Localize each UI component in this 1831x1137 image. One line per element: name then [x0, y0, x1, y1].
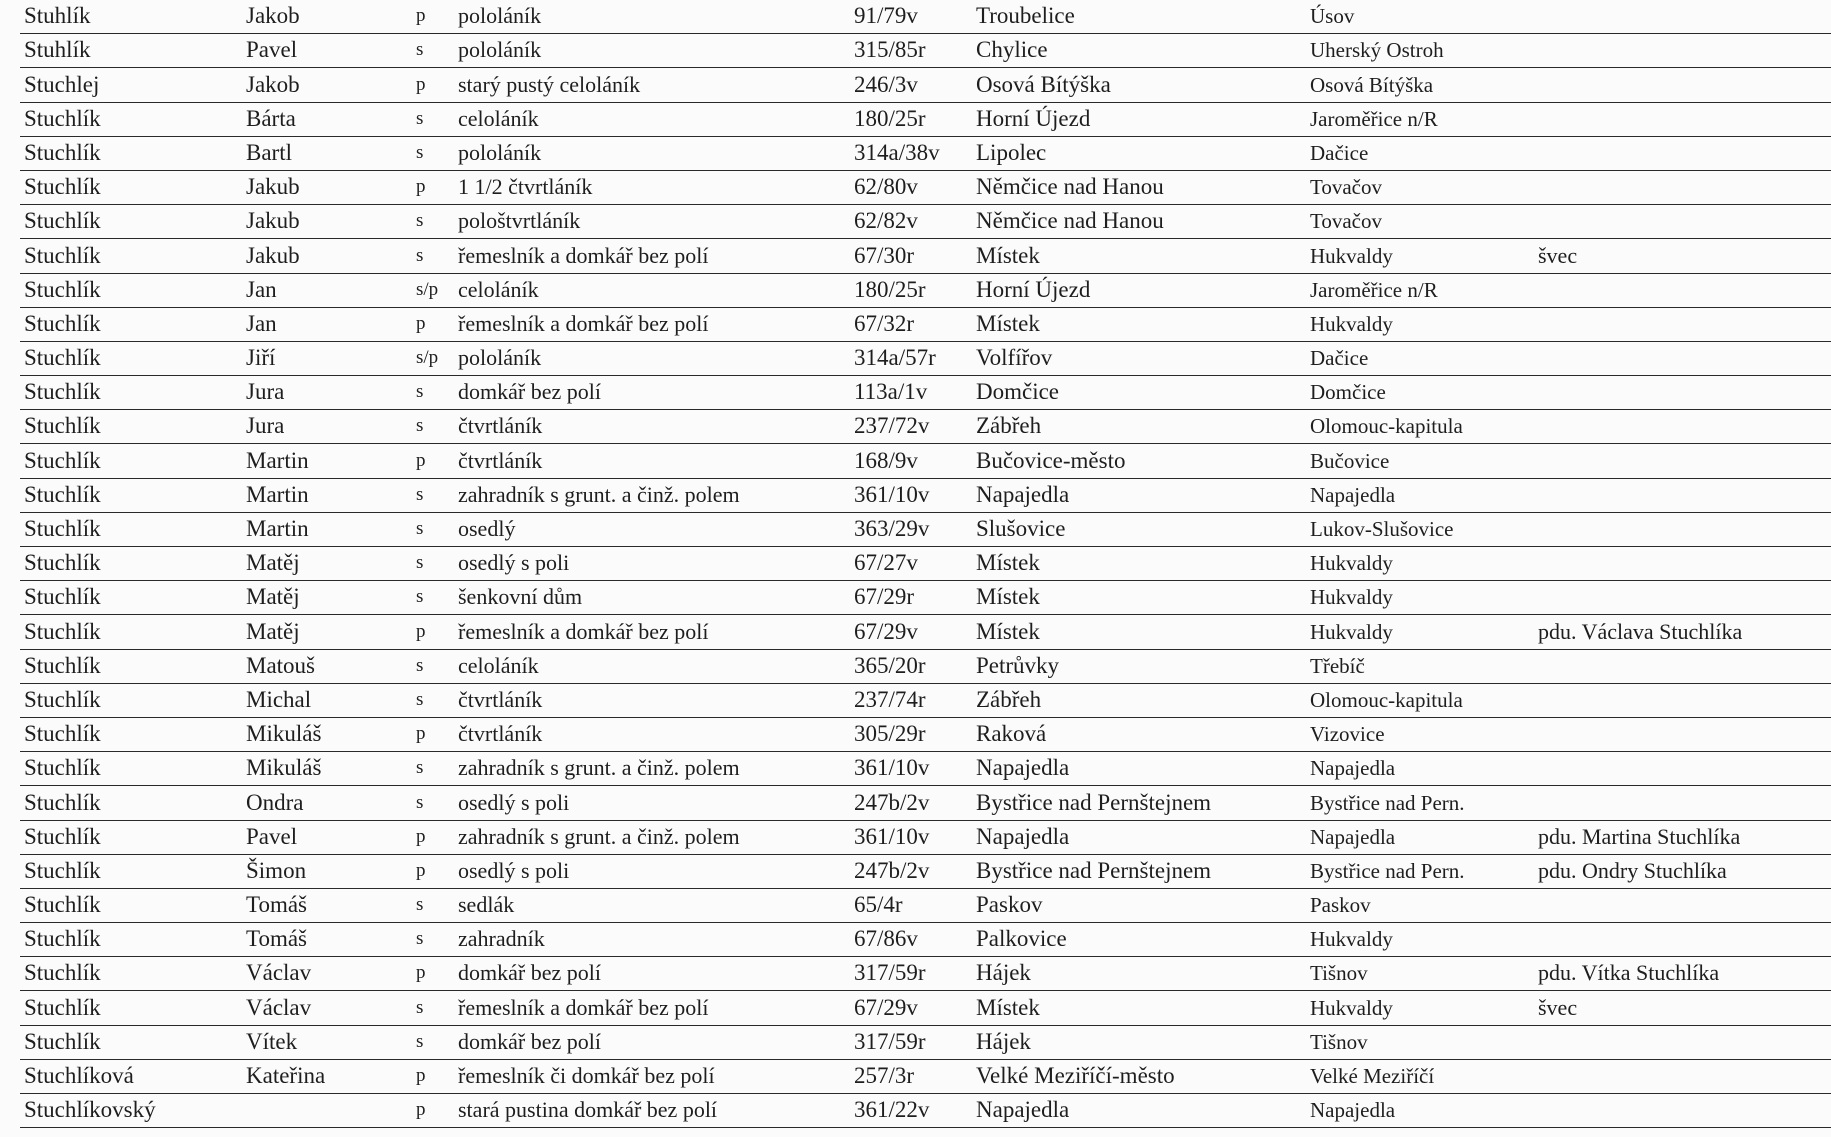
- table-row: [20, 513, 1831, 547]
- surname-cell: Stuchlík: [24, 823, 101, 849]
- table-row: [20, 444, 1831, 478]
- reference-cell: 314a/57r: [854, 345, 936, 371]
- reference-cell: 67/29r: [854, 584, 915, 610]
- role-cell: s: [416, 654, 424, 676]
- reference-cell: 305/29r: [854, 721, 926, 747]
- note-cell: pdu. Ondry Stuchlíka: [1538, 857, 1727, 883]
- given-name-cell: Michal: [246, 686, 312, 712]
- table-row: [20, 68, 1831, 102]
- village-cell: Napajedla: [976, 1097, 1070, 1123]
- given-name-cell: Jan: [246, 310, 277, 336]
- table-row: [20, 650, 1831, 684]
- reference-cell: 67/32r: [854, 310, 915, 336]
- village-cell: Raková: [976, 721, 1047, 747]
- given-name-cell: Václav: [246, 960, 312, 986]
- status-cell: sedlák: [458, 892, 515, 918]
- status-cell: zahradník: [458, 926, 545, 952]
- status-cell: stará pustina domkář bez polí: [458, 1097, 718, 1123]
- village-cell: Místek: [976, 310, 1040, 336]
- reference-cell: 180/25r: [854, 105, 926, 131]
- given-name-cell: Jakub: [246, 208, 300, 234]
- role-cell: s: [416, 415, 424, 437]
- village-cell: Velké Meziříčí-město: [976, 1063, 1175, 1088]
- status-cell: řemeslník a domkář bez polí: [458, 618, 709, 644]
- surname-cell: Stuchlík: [24, 139, 101, 165]
- table-row: [20, 308, 1831, 342]
- given-name-cell: Pavel: [246, 37, 298, 63]
- reference-cell: 237/74r: [854, 686, 926, 712]
- table-row: [20, 103, 1831, 137]
- reference-cell: 247b/2v: [854, 789, 930, 815]
- reference-cell: 365/20r: [854, 652, 926, 678]
- estate-cell: Hukvaldy: [1310, 311, 1393, 336]
- village-cell: Místek: [976, 618, 1040, 644]
- surname-cell: Stuchlík: [24, 550, 101, 576]
- surname-cell: Stuchlík: [24, 447, 101, 473]
- given-name-cell: Jakob: [246, 71, 300, 97]
- estate-cell: Hukvaldy: [1310, 995, 1393, 1020]
- surname-cell: Stuchlík: [24, 789, 101, 815]
- table-row: [20, 684, 1831, 718]
- village-cell: Horní Újezd: [976, 276, 1091, 302]
- status-cell: řemeslník či domkář bez polí: [458, 1063, 715, 1088]
- estate-cell: Tišnov: [1310, 1029, 1368, 1054]
- table-row: [20, 137, 1831, 171]
- surname-cell: Stuhlík: [24, 37, 91, 63]
- village-cell: Němčice nad Hanou: [976, 174, 1164, 200]
- given-name-cell: Martin: [246, 516, 309, 541]
- role-cell: s: [416, 210, 424, 232]
- role-cell: s: [416, 928, 424, 950]
- reference-cell: 67/27v: [854, 550, 918, 576]
- given-name-cell: Martin: [246, 481, 309, 507]
- given-name-cell: Matouš: [246, 652, 315, 678]
- role-cell: p: [416, 962, 426, 984]
- table-row: [20, 718, 1831, 752]
- surname-cell: Stuchlík: [24, 652, 101, 678]
- given-name-cell: Bárta: [246, 105, 296, 131]
- role-cell: s: [416, 381, 424, 403]
- village-cell: Lipolec: [976, 139, 1047, 165]
- table-row: [20, 991, 1831, 1025]
- status-cell: pololáník: [458, 37, 542, 63]
- village-cell: Troubelice: [976, 3, 1075, 29]
- status-cell: osedlý s poli: [458, 550, 570, 576]
- reference-cell: 180/25r: [854, 276, 926, 302]
- note-cell: švec: [1538, 994, 1578, 1020]
- surname-cell: Stuchlík: [24, 721, 101, 747]
- given-name-cell: Jakob: [246, 3, 300, 29]
- role-cell: s: [416, 483, 424, 505]
- village-cell: Domčice: [976, 379, 1060, 405]
- role-cell: s: [416, 552, 424, 574]
- village-cell: Zábřeh: [976, 686, 1042, 712]
- given-name-cell: Tomáš: [246, 926, 307, 952]
- role-cell: s: [416, 894, 424, 916]
- surname-cell: Stuchlík: [24, 755, 101, 781]
- reference-cell: 363/29v: [854, 516, 930, 541]
- status-cell: zahradník s grunt. a činž. polem: [458, 755, 740, 781]
- given-name-cell: Jakub: [246, 242, 300, 268]
- table-row: [20, 547, 1831, 581]
- reference-cell: 314a/38v: [854, 139, 940, 165]
- table-row: [20, 479, 1831, 513]
- role-cell: s: [416, 791, 424, 813]
- estate-cell: Olomouc-kapitula: [1310, 414, 1463, 439]
- role-cell: p: [416, 5, 426, 27]
- role-cell: p: [416, 1099, 426, 1121]
- role-cell: p: [416, 723, 426, 745]
- note-cell: švec: [1538, 242, 1578, 268]
- reference-cell: 361/10v: [854, 481, 930, 507]
- table-row: [20, 171, 1831, 205]
- table-row: [20, 752, 1831, 786]
- table-row: [20, 957, 1831, 991]
- reference-cell: 168/9v: [854, 447, 918, 473]
- estate-cell: Napajedla: [1310, 482, 1396, 507]
- estate-cell: Hukvaldy: [1310, 243, 1393, 268]
- village-cell: Horní Újezd: [976, 105, 1091, 131]
- reference-cell: 62/82v: [854, 208, 918, 234]
- village-cell: Bystřice nad Pernštejnem: [976, 857, 1212, 883]
- status-cell: osedlý s poli: [458, 857, 570, 883]
- village-cell: Bystřice nad Pernštejnem: [976, 789, 1212, 815]
- village-cell: Slušovice: [976, 516, 1066, 541]
- estate-cell: Hukvaldy: [1310, 619, 1393, 644]
- estate-cell: Tovačov: [1310, 209, 1383, 234]
- given-name-cell: Tomáš: [246, 892, 307, 918]
- given-name-cell: Jura: [246, 413, 285, 439]
- surname-cell: Stuchlík: [24, 310, 101, 336]
- estate-cell: Paskov: [1310, 893, 1371, 918]
- status-cell: čtvrtláník: [458, 721, 543, 747]
- status-cell: osedlý: [458, 516, 516, 541]
- reference-cell: 67/29v: [854, 994, 918, 1020]
- reference-cell: 361/10v: [854, 823, 930, 849]
- given-name-cell: Mikuláš: [246, 721, 322, 747]
- given-name-cell: Matěj: [246, 618, 300, 644]
- estate-cell: Bučovice: [1310, 448, 1390, 473]
- role-cell: s: [416, 586, 424, 608]
- given-name-cell: Ondra: [246, 789, 304, 815]
- table-row: [20, 581, 1831, 615]
- status-cell: řemeslník a domkář bez polí: [458, 310, 709, 336]
- table-row: [20, 239, 1831, 273]
- role-cell: s: [416, 518, 424, 539]
- role-cell: s: [416, 39, 424, 61]
- village-cell: Petrůvky: [976, 652, 1060, 678]
- role-cell: s: [416, 107, 424, 129]
- reference-cell: 65/4r: [854, 892, 903, 918]
- estate-cell: Bystřice nad Pern.: [1310, 858, 1465, 883]
- reference-cell: 67/30r: [854, 242, 915, 268]
- estate-cell: Dačice: [1310, 140, 1369, 165]
- role-cell: s: [416, 141, 424, 163]
- estate-cell: Osová Bítýška: [1310, 72, 1434, 97]
- village-cell: Místek: [976, 550, 1040, 576]
- status-cell: čtvrtláník: [458, 686, 543, 712]
- estate-cell: Tišnov: [1310, 961, 1368, 986]
- table-row: [20, 376, 1831, 410]
- status-cell: čtvrtláník: [458, 447, 543, 473]
- note-cell: pdu. Martina Stuchlíka: [1538, 823, 1741, 849]
- estate-cell: Napajedla: [1310, 756, 1396, 781]
- table-row: [20, 34, 1831, 68]
- role-cell: p: [416, 825, 426, 847]
- status-cell: zahradník s grunt. a činž. polem: [458, 481, 740, 507]
- estate-cell: Domčice: [1310, 380, 1386, 405]
- village-cell: Místek: [976, 994, 1040, 1020]
- surname-cell: Stuchlej: [24, 71, 100, 97]
- given-name-cell: Václav: [246, 994, 312, 1020]
- village-cell: Paskov: [976, 892, 1043, 918]
- surname-cell: Stuhlík: [24, 3, 91, 29]
- estate-cell: Vizovice: [1310, 722, 1385, 747]
- role-cell: s/p: [416, 347, 439, 369]
- table-row: [20, 889, 1831, 923]
- note-cell: pdu. Vítka Stuchlíka: [1538, 960, 1720, 986]
- village-cell: Napajedla: [976, 481, 1070, 507]
- register-table: [20, 0, 1831, 1128]
- given-name-cell: Jan: [246, 276, 277, 302]
- estate-cell: Dačice: [1310, 346, 1369, 371]
- reference-cell: 247b/2v: [854, 857, 930, 883]
- given-name-cell: Pavel: [246, 823, 298, 849]
- status-cell: zahradník s grunt. a činž. polem: [458, 823, 740, 849]
- estate-cell: Bystřice nad Pern.: [1310, 790, 1465, 815]
- surname-cell: Stuchlík: [24, 481, 101, 507]
- village-cell: Volfířov: [976, 345, 1053, 371]
- reference-cell: 91/79v: [854, 3, 918, 29]
- estate-cell: Hukvaldy: [1310, 551, 1393, 576]
- status-cell: domkář bez polí: [458, 1028, 601, 1054]
- role-cell: p: [416, 176, 426, 198]
- table-row: [20, 615, 1831, 649]
- given-name-cell: Jakub: [246, 174, 300, 200]
- reference-cell: 361/22v: [854, 1097, 930, 1123]
- estate-cell: Jaroměřice n/R: [1310, 106, 1438, 131]
- surname-cell: Stuchlík: [24, 857, 101, 883]
- surname-cell: Stuchlík: [24, 413, 101, 439]
- surname-cell: Stuchlík: [24, 105, 101, 131]
- village-cell: Místek: [976, 584, 1040, 610]
- village-cell: Napajedla: [976, 755, 1070, 781]
- reference-cell: 361/10v: [854, 755, 930, 781]
- table-row: [20, 1060, 1831, 1094]
- status-cell: pololáník: [458, 139, 542, 165]
- estate-cell: Velké Meziříčí: [1310, 1064, 1435, 1088]
- role-cell: s: [416, 1030, 424, 1052]
- surname-cell: Stuchlík: [24, 686, 101, 712]
- status-cell: osedlý s poli: [458, 789, 570, 815]
- estate-cell: Jaroměřice n/R: [1310, 277, 1438, 302]
- reference-cell: 67/29v: [854, 618, 918, 644]
- role-cell: p: [416, 312, 426, 334]
- table-row: [20, 0, 1831, 34]
- reference-cell: 317/59r: [854, 1028, 926, 1054]
- table-row: [20, 855, 1831, 889]
- table-row: [20, 342, 1831, 376]
- table-row: [20, 1094, 1831, 1128]
- surname-cell: Stuchlík: [24, 584, 101, 610]
- village-cell: Zábřeh: [976, 413, 1042, 439]
- surname-cell: Stuchlík: [24, 960, 101, 986]
- surname-cell: Stuchlík: [24, 892, 101, 918]
- surname-cell: Stuchlík: [24, 208, 101, 234]
- status-cell: pololáník: [458, 345, 542, 371]
- given-name-cell: Vítek: [246, 1028, 298, 1054]
- reference-cell: 315/85r: [854, 37, 926, 63]
- reference-cell: 67/86v: [854, 926, 918, 952]
- surname-cell: Stuchlíkovský: [24, 1097, 156, 1123]
- status-cell: domkář bez polí: [458, 379, 601, 405]
- status-cell: řemeslník a domkář bez polí: [458, 242, 709, 268]
- role-cell: s: [416, 757, 424, 779]
- village-cell: Němčice nad Hanou: [976, 208, 1164, 234]
- role-cell: p: [416, 449, 426, 471]
- estate-cell: Napajedla: [1310, 1098, 1396, 1123]
- role-cell: s: [416, 244, 424, 266]
- given-name-cell: Matěj: [246, 584, 300, 610]
- status-cell: celoláník: [458, 276, 539, 302]
- table-row: [20, 923, 1831, 957]
- estate-cell: Hukvaldy: [1310, 927, 1393, 952]
- status-cell: celoláník: [458, 105, 539, 131]
- status-cell: šenkovní dům: [458, 584, 583, 610]
- estate-cell: Lukov-Slušovice: [1310, 517, 1454, 541]
- surname-cell: Stuchlík: [24, 276, 101, 302]
- note-cell: pdu. Václava Stuchlíka: [1538, 618, 1743, 644]
- surname-cell: Stuchlík: [24, 926, 101, 952]
- village-cell: Hájek: [976, 1028, 1031, 1054]
- given-name-cell: Mikuláš: [246, 755, 322, 781]
- estate-cell: Úsov: [1310, 4, 1355, 29]
- reference-cell: 317/59r: [854, 960, 926, 986]
- status-cell: pološtvrtláník: [458, 208, 581, 234]
- table-row: [20, 274, 1831, 308]
- village-cell: Napajedla: [976, 823, 1070, 849]
- surname-cell: Stuchlík: [24, 242, 101, 268]
- estate-cell: Hukvaldy: [1310, 585, 1393, 610]
- status-cell: 1 1/2 čtvrtláník: [458, 174, 593, 200]
- table-row: [20, 1026, 1831, 1060]
- given-name-cell: Jura: [246, 379, 285, 405]
- surname-cell: Stuchlík: [24, 379, 101, 405]
- role-cell: p: [416, 859, 426, 881]
- table-row: [20, 205, 1831, 239]
- surname-cell: Stuchlík: [24, 1028, 101, 1054]
- reference-cell: 257/3r: [854, 1063, 915, 1088]
- estate-cell: Olomouc-kapitula: [1310, 687, 1463, 712]
- status-cell: celoláník: [458, 652, 539, 678]
- village-cell: Palkovice: [976, 926, 1067, 952]
- given-name-cell: Bartl: [246, 139, 292, 165]
- estate-cell: Uherský Ostroh: [1310, 38, 1444, 63]
- reference-cell: 62/80v: [854, 174, 918, 200]
- surname-cell: Stuchlík: [24, 345, 101, 371]
- estate-cell: Tovačov: [1310, 175, 1383, 200]
- surname-cell: Stuchlík: [24, 994, 101, 1020]
- given-name-cell: Kateřina: [246, 1063, 326, 1088]
- village-cell: Osová Bítýška: [976, 71, 1111, 97]
- table-row: [20, 786, 1831, 820]
- estate-cell: Třebíč: [1310, 653, 1365, 678]
- village-cell: Chylice: [976, 37, 1048, 63]
- surname-cell: Stuchlíková: [24, 1063, 134, 1088]
- role-cell: s: [416, 996, 424, 1018]
- surname-cell: Stuchlík: [24, 516, 101, 541]
- role-cell: p: [416, 1065, 426, 1086]
- status-cell: starý pustý celoláník: [458, 71, 641, 97]
- reference-cell: 246/3v: [854, 71, 918, 97]
- table-row: [20, 821, 1831, 855]
- role-cell: p: [416, 620, 426, 642]
- surname-cell: Stuchlík: [24, 618, 101, 644]
- surname-cell: Stuchlík: [24, 174, 101, 200]
- reference-cell: 113a/1v: [854, 379, 928, 405]
- given-name-cell: Martin: [246, 447, 309, 473]
- status-cell: čtvrtláník: [458, 413, 543, 439]
- village-cell: Hájek: [976, 960, 1031, 986]
- role-cell: p: [416, 73, 426, 95]
- status-cell: domkář bez polí: [458, 960, 601, 986]
- given-name-cell: Šimon: [246, 857, 307, 883]
- given-name-cell: Jiří: [246, 345, 276, 371]
- estate-cell: Napajedla: [1310, 824, 1396, 849]
- role-cell: s/p: [416, 278, 439, 300]
- reference-cell: 237/72v: [854, 413, 930, 439]
- role-cell: s: [416, 688, 424, 710]
- given-name-cell: Matěj: [246, 550, 300, 576]
- village-cell: Bučovice-město: [976, 447, 1126, 473]
- status-cell: řemeslník a domkář bez polí: [458, 994, 709, 1020]
- village-cell: Místek: [976, 242, 1040, 268]
- status-cell: pololáník: [458, 3, 542, 29]
- table-row: [20, 410, 1831, 444]
